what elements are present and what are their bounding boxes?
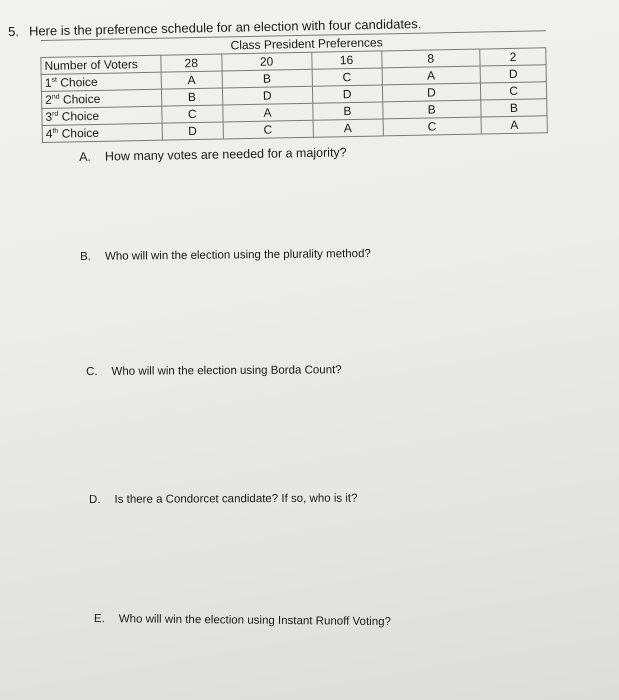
table-cell: D bbox=[382, 83, 481, 102]
row-label-choice-1: 1st Choice bbox=[41, 72, 161, 91]
preference-schedule-table bbox=[40, 30, 548, 143]
part-text: Who will win the election using Borda Count? bbox=[111, 364, 342, 378]
part-text: Who will win the election using Instant Runoff Voting? bbox=[118, 613, 391, 629]
table-cell: A bbox=[382, 66, 481, 85]
table-cell: B bbox=[312, 102, 382, 120]
table-cell: A bbox=[161, 71, 222, 89]
table-cell: B bbox=[481, 99, 547, 117]
part-d-question bbox=[89, 493, 357, 506]
row-label-choice-3: 3rd Choice bbox=[42, 106, 162, 125]
row-label-choice-4: 4th Choice bbox=[42, 123, 162, 142]
part-letter: D. bbox=[89, 493, 101, 506]
part-text: Who will win the election using the plurality method? bbox=[104, 247, 371, 263]
table-cell: C bbox=[162, 105, 223, 123]
table-cell: 20 bbox=[222, 52, 312, 71]
table-cell: D bbox=[312, 85, 382, 103]
table-cell: 16 bbox=[311, 51, 381, 69]
table-cell: C bbox=[383, 117, 482, 136]
table-cell: C bbox=[312, 68, 382, 86]
part-letter: E. bbox=[93, 613, 105, 626]
table-cell: 28 bbox=[161, 54, 222, 72]
part-b-question bbox=[80, 248, 371, 263]
part-letter: A. bbox=[79, 149, 92, 164]
table-cell: B bbox=[382, 100, 481, 119]
part-text: How many votes are needed for a majority? bbox=[104, 145, 347, 164]
table-cell: D bbox=[162, 122, 223, 140]
part-a-question bbox=[79, 145, 347, 164]
table-cell: D bbox=[222, 86, 312, 105]
table-cell: D bbox=[480, 65, 546, 83]
row-label-voters: Number of Voters bbox=[41, 55, 161, 74]
table-cell: A bbox=[481, 116, 547, 134]
question-text: Here is the preference schedule for an election with four candidates. bbox=[28, 16, 422, 39]
part-letter: B. bbox=[80, 250, 92, 263]
table-cell: A bbox=[313, 119, 383, 137]
table-cell: C bbox=[481, 82, 547, 100]
row-label-choice-2: 2nd Choice bbox=[41, 89, 161, 108]
part-c-question bbox=[86, 364, 342, 378]
part-text: Is there a Condorcet candidate? If so, who is it? bbox=[114, 492, 358, 506]
table-title: Class President Preferences bbox=[41, 31, 546, 58]
table-cell: C bbox=[223, 120, 313, 139]
table-cell: 8 bbox=[381, 49, 480, 68]
table-cell: 2 bbox=[480, 48, 546, 66]
table-cell: A bbox=[222, 103, 312, 122]
question-number: 5. bbox=[8, 23, 20, 39]
part-e-question bbox=[94, 613, 391, 628]
part-letter: C. bbox=[86, 365, 98, 378]
table-cell: B bbox=[161, 88, 222, 106]
table-cell: B bbox=[222, 69, 312, 88]
